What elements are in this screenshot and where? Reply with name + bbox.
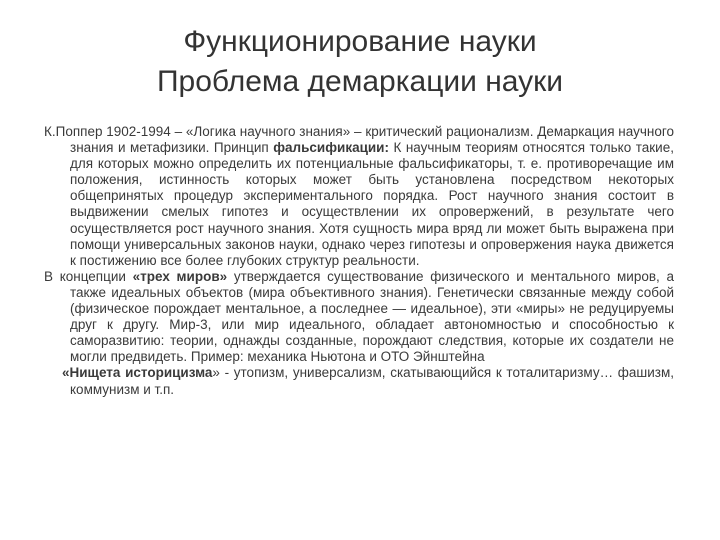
title-line-1: Функционирование науки <box>183 25 537 58</box>
historicism-term: «Нищета историцизма <box>62 365 213 381</box>
three-worlds-term: «трех миров» <box>132 268 228 284</box>
paragraph-historicism-text: » - утопизм, универсализм, скатывающийся к тоталитаризму… фашизм, коммунизм и т.п. <box>70 365 674 397</box>
paragraph-popper-text-1: К.Поппер 1902-1994 – «Логика научного знания» – критический рационализм. Демаркация научного знания и метафизики. Принцип <box>44 124 674 156</box>
paragraph-popper-text-2: К научным теориям относятся только такие, для которых можно определить их потенциальные фальсификаторы, т. е. противоречащие им положения, истинность которых может быть установлена посредством некоторых общепринятых процедур экспериментального порядка. Рост научного знания состоит в выдвижении смелых гипотез и осуществлении их опровержений, в результате чего осуществляется рост научного знания. Хотя сущность мира вряд ли может быть выражена при помощи универсальных законов науки, однако через гипотезы и опровержения наука движется к постижению все более глубоких структур реальности. <box>70 140 674 268</box>
falsification-term: фальсификации: <box>273 140 389 156</box>
paragraph-three-worlds <box>44 269 674 366</box>
paragraph-popper <box>44 124 674 269</box>
paragraph-three-worlds-text-1: В концепции <box>44 268 133 284</box>
title-line-2: Проблема демаркации науки <box>156 65 564 98</box>
slide-title <box>60 22 660 102</box>
paragraph-historicism <box>44 365 674 397</box>
slide-body <box>44 124 674 398</box>
paragraph-three-worlds-text-2: утверждается существование физического и ментального миров, а также идеальных объектов (мира объективного знания). Генетически связанные между собой (физическое порождает ментальное, а последнее — идеальное), эти «миры» не редуцируемы друг к другу. Мир-3, или мир идеального, обладает автономностью и способностью к саморазвитию: теории, однажды созданные, порождают следствия, которые их создатели не могли предвидеть. Пример: механика Ньютона и ОТО Эйнштейна <box>70 268 674 365</box>
